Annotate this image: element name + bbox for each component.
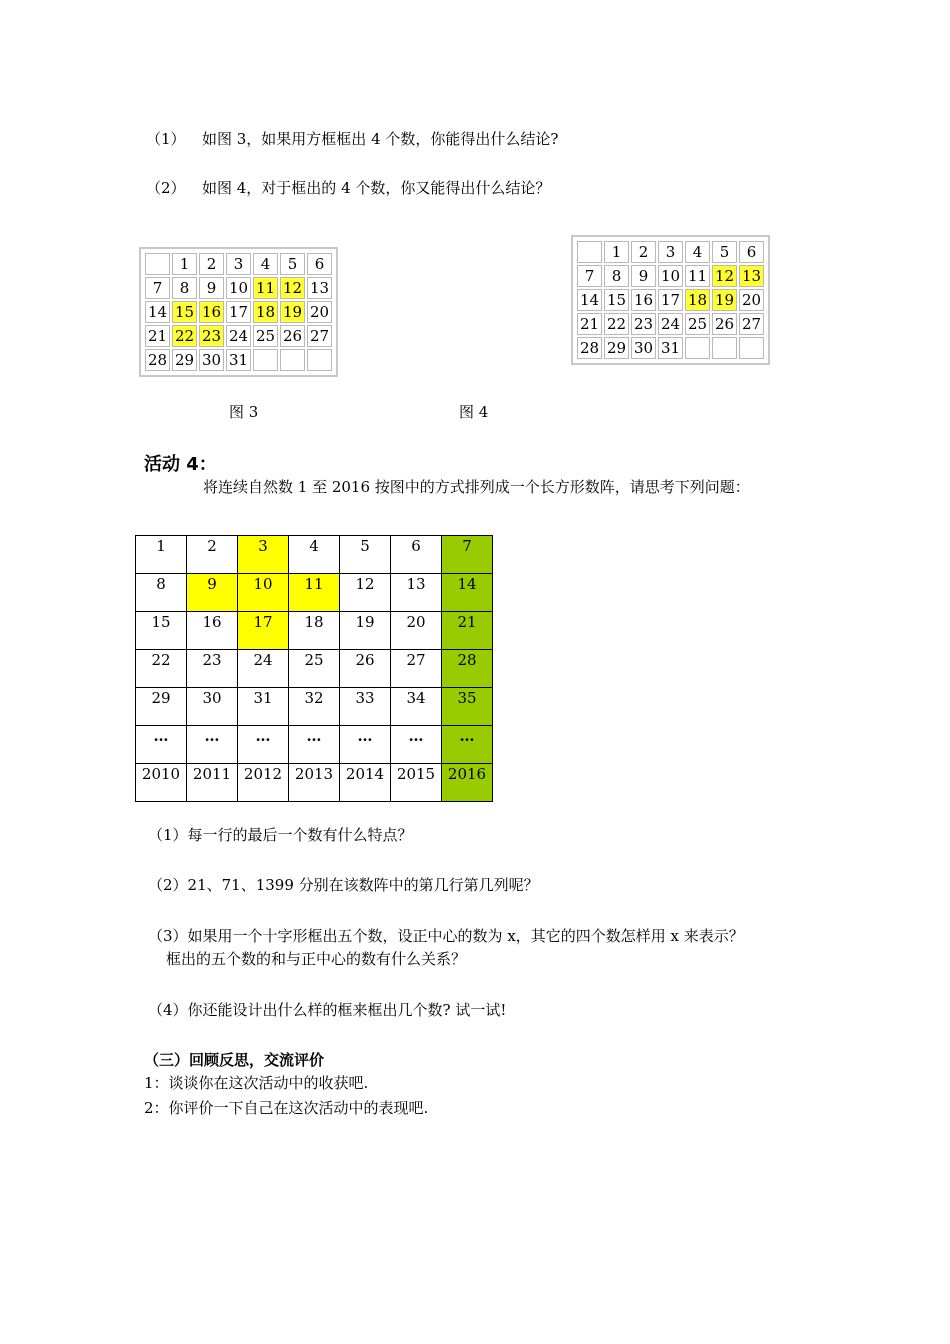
calendar-cell: 15 [604, 289, 629, 311]
calendar-cell: 23 [631, 313, 656, 335]
matrix-cell: 22 [136, 650, 187, 688]
calendar-cell: 25 [685, 313, 710, 335]
calendar-cell [280, 349, 305, 371]
calendar-cell: 11 [685, 265, 710, 287]
matrix-cell: 32 [289, 688, 340, 726]
calendar-cell: 16 [631, 289, 656, 311]
matrix-cell-green: 14 [442, 574, 493, 612]
matrix-cell: … [187, 726, 238, 764]
matrix-cell-yellow: 11 [289, 574, 340, 612]
calendar-row [577, 241, 764, 263]
calendar-cell [739, 337, 764, 359]
matrix-cell-green: 2016 [442, 764, 493, 802]
matrix-cell-green: 21 [442, 612, 493, 650]
matrix-cell: 29 [136, 688, 187, 726]
calendar-cell: 14 [577, 289, 602, 311]
calendar-cell: 24 [226, 325, 251, 347]
calendar-cell-highlighted: 11 [253, 277, 278, 299]
matrix-cell-yellow: 10 [238, 574, 289, 612]
matrix-cell: 27 [391, 650, 442, 688]
question-1-number: （1） [146, 130, 186, 148]
matrix-cell-yellow: 3 [238, 536, 289, 574]
reflection-item-2: 2：你评价一下自己在这次活动中的表现吧. [144, 1099, 429, 1117]
matrix-cell: 2011 [187, 764, 238, 802]
calendar-cell [577, 241, 602, 263]
calendar-cell-highlighted: 19 [280, 301, 305, 323]
matrix-cell: 25 [289, 650, 340, 688]
subquestion-2: （2）21、71、1399 分别在该数阵中的第几行第几列呢？ [148, 876, 539, 894]
matrix-cell: … [136, 726, 187, 764]
calendar-cell: 20 [307, 301, 332, 323]
figure-4-calendar [571, 235, 770, 365]
section-3-heading: （三）回顾反思，交流评价 [144, 1051, 325, 1069]
calendar-cell: 30 [631, 337, 656, 359]
calendar-cell: 1 [172, 253, 197, 275]
matrix-cell: 26 [340, 650, 391, 688]
activity-4-heading: 活动 4： [144, 454, 217, 475]
calendar-cell: 4 [685, 241, 710, 263]
calendar-cell-highlighted: 16 [199, 301, 224, 323]
calendar-cell-highlighted: 18 [253, 301, 278, 323]
matrix-cell: 4 [289, 536, 340, 574]
number-matrix [135, 535, 493, 802]
matrix-cell: 16 [187, 612, 238, 650]
calendar-cell: 6 [307, 253, 332, 275]
matrix-row [136, 650, 493, 688]
calendar-cell-highlighted: 22 [172, 325, 197, 347]
reflection-item-1: 1：谈谈你在这次活动中的收获吧. [144, 1074, 369, 1092]
matrix-cell: 2013 [289, 764, 340, 802]
subquestion-1: （1）每一行的最后一个数有什么特点？ [148, 826, 413, 844]
activity-4-intro: 将连续自然数 1 至 2016 按图中的方式排列成一个长方形数阵，请思考下列问题： [203, 478, 750, 496]
calendar-cell-highlighted: 23 [199, 325, 224, 347]
calendar-cell-highlighted: 12 [712, 265, 737, 287]
figure-3-calendar [139, 247, 338, 377]
matrix-cell-yellow: 17 [238, 612, 289, 650]
calendar-cell [685, 337, 710, 359]
matrix-cell: 24 [238, 650, 289, 688]
matrix-cell: 5 [340, 536, 391, 574]
calendar-cell: 1 [604, 241, 629, 263]
figure-4-caption: 图 4 [459, 403, 489, 421]
calendar-cell: 27 [739, 313, 764, 335]
matrix-cell: … [340, 726, 391, 764]
calendar-cell: 7 [577, 265, 602, 287]
matrix-cell: 34 [391, 688, 442, 726]
calendar-cell: 9 [199, 277, 224, 299]
calendar-cell: 5 [712, 241, 737, 263]
calendar-row [145, 253, 332, 275]
calendar-cell: 31 [226, 349, 251, 371]
matrix-cell: 15 [136, 612, 187, 650]
calendar-cell: 2 [199, 253, 224, 275]
calendar-cell-highlighted: 15 [172, 301, 197, 323]
matrix-cell: 2014 [340, 764, 391, 802]
calendar-cell: 4 [253, 253, 278, 275]
figure-3-caption: 图 3 [229, 403, 259, 421]
calendar-row [145, 277, 332, 299]
calendar-cell-highlighted: 12 [280, 277, 305, 299]
calendar-row [145, 325, 332, 347]
calendar-cell: 31 [658, 337, 683, 359]
calendar-row [145, 301, 332, 323]
calendar-cell: 2 [631, 241, 656, 263]
matrix-cell: 23 [187, 650, 238, 688]
matrix-cell-yellow: 9 [187, 574, 238, 612]
calendar-cell: 30 [199, 349, 224, 371]
matrix-cell: … [391, 726, 442, 764]
matrix-cell: 30 [187, 688, 238, 726]
matrix-cell: 12 [340, 574, 391, 612]
calendar-cell: 10 [658, 265, 683, 287]
calendar-row [577, 313, 764, 335]
calendar-cell: 13 [307, 277, 332, 299]
matrix-cell: … [289, 726, 340, 764]
calendar-row [577, 289, 764, 311]
calendar-cell: 28 [577, 337, 602, 359]
matrix-cell: 8 [136, 574, 187, 612]
matrix-row [136, 726, 493, 764]
matrix-cell: 2 [187, 536, 238, 574]
calendar-cell: 7 [145, 277, 170, 299]
question-1-text: 如图 3，如果用方框框出 4 个数，你能得出什么结论? [202, 130, 559, 148]
calendar-cell: 8 [604, 265, 629, 287]
matrix-cell: 1 [136, 536, 187, 574]
calendar-cell: 24 [658, 313, 683, 335]
calendar-cell: 14 [145, 301, 170, 323]
calendar-cell [145, 253, 170, 275]
figure-4-grid [575, 239, 766, 361]
calendar-cell: 26 [712, 313, 737, 335]
calendar-cell: 20 [739, 289, 764, 311]
calendar-row [577, 265, 764, 287]
matrix-cell-green: 35 [442, 688, 493, 726]
figure-3-grid [143, 251, 334, 373]
matrix-cell: 2010 [136, 764, 187, 802]
calendar-cell: 21 [145, 325, 170, 347]
subquestion-3-continued: 框出的五个数的和与正中心的数有什么关系？ [166, 950, 467, 968]
calendar-cell: 29 [604, 337, 629, 359]
calendar-cell: 3 [226, 253, 251, 275]
matrix-cell-green: 7 [442, 536, 493, 574]
calendar-cell: 28 [145, 349, 170, 371]
matrix-row [136, 764, 493, 802]
matrix-cell: 31 [238, 688, 289, 726]
calendar-cell: 27 [307, 325, 332, 347]
calendar-row [145, 349, 332, 371]
matrix-cell: … [238, 726, 289, 764]
calendar-cell: 8 [172, 277, 197, 299]
calendar-row [577, 337, 764, 359]
matrix-cell: 2012 [238, 764, 289, 802]
calendar-cell: 10 [226, 277, 251, 299]
calendar-cell: 17 [226, 301, 251, 323]
calendar-cell: 22 [604, 313, 629, 335]
matrix-cell: 20 [391, 612, 442, 650]
calendar-cell: 25 [253, 325, 278, 347]
question-2 [146, 177, 550, 198]
matrix-cell: 18 [289, 612, 340, 650]
calendar-cell: 26 [280, 325, 305, 347]
calendar-cell: 29 [172, 349, 197, 371]
calendar-cell-highlighted: 19 [712, 289, 737, 311]
calendar-cell [712, 337, 737, 359]
calendar-cell: 3 [658, 241, 683, 263]
matrix-row [136, 612, 493, 650]
matrix-row [136, 688, 493, 726]
matrix-cell: 2015 [391, 764, 442, 802]
calendar-cell-highlighted: 13 [739, 265, 764, 287]
subquestion-4: （4）你还能设计出什么样的框来框出几个数? 试一试! [148, 1001, 507, 1019]
question-1 [146, 128, 558, 149]
question-2-text: 如图 4，对于框出的 4 个数，你又能得出什么结论？ [202, 179, 551, 197]
matrix-cell: 6 [391, 536, 442, 574]
matrix-row [136, 574, 493, 612]
calendar-cell: 5 [280, 253, 305, 275]
calendar-cell: 6 [739, 241, 764, 263]
subquestion-3: （3）如果用一个十字形框出五个数，设正中心的数为 x，其它的四个数怎样用 x 来表示？ [148, 927, 744, 945]
calendar-cell: 9 [631, 265, 656, 287]
matrix-cell: 19 [340, 612, 391, 650]
calendar-cell [253, 349, 278, 371]
calendar-cell: 21 [577, 313, 602, 335]
calendar-cell [307, 349, 332, 371]
calendar-cell: 17 [658, 289, 683, 311]
calendar-cell-highlighted: 18 [685, 289, 710, 311]
matrix-cell-green: 28 [442, 650, 493, 688]
matrix-cell: 33 [340, 688, 391, 726]
matrix-row [136, 536, 493, 574]
question-2-number: （2） [146, 179, 186, 197]
matrix-cell: 13 [391, 574, 442, 612]
matrix-cell-green: … [442, 726, 493, 764]
